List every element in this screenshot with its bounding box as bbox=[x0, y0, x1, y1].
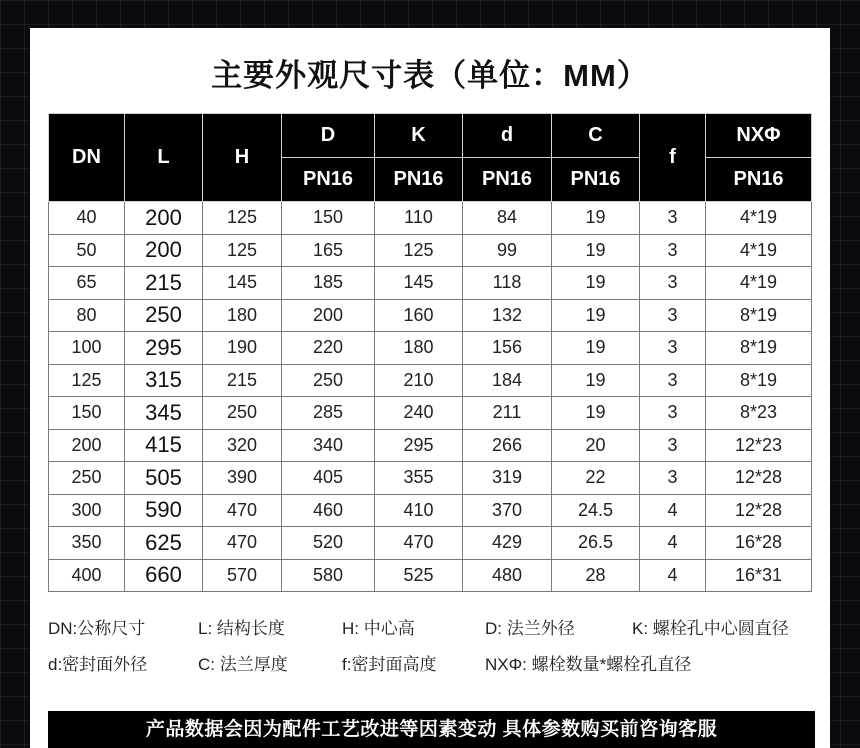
cell-nx: 4*19 bbox=[706, 202, 812, 235]
table-row bbox=[49, 267, 812, 300]
cell-d-lower: 429 bbox=[463, 527, 552, 560]
cell-d-lower: 211 bbox=[463, 397, 552, 430]
cell-f: 4 bbox=[640, 559, 706, 592]
cell-l: 590 bbox=[125, 494, 203, 527]
table-row bbox=[49, 527, 812, 560]
cell-l: 345 bbox=[125, 397, 203, 430]
cell-d-upper: 520 bbox=[282, 527, 375, 560]
cell-dn: 300 bbox=[49, 494, 125, 527]
cell-nx: 16*28 bbox=[706, 527, 812, 560]
cell-nx: 16*31 bbox=[706, 559, 812, 592]
cell-l: 250 bbox=[125, 299, 203, 332]
legend-f: f:密封面高度 bbox=[342, 655, 437, 674]
cell-f: 3 bbox=[640, 429, 706, 462]
header-pn16-d: PN16 bbox=[282, 158, 375, 202]
cell-f: 3 bbox=[640, 364, 706, 397]
legend-k: K: 螺栓孔中心圆直径 bbox=[632, 619, 789, 638]
cell-c: 19 bbox=[552, 332, 640, 365]
cell-k: 210 bbox=[375, 364, 463, 397]
cell-c: 24.5 bbox=[552, 494, 640, 527]
legend-dn: DN:公称尺寸 bbox=[48, 619, 146, 638]
table-row bbox=[49, 332, 812, 365]
header-f: f bbox=[640, 114, 706, 202]
cell-c: 19 bbox=[552, 299, 640, 332]
cell-d-upper: 340 bbox=[282, 429, 375, 462]
cell-d-upper: 200 bbox=[282, 299, 375, 332]
cell-dn: 125 bbox=[49, 364, 125, 397]
header-pn16-k: PN16 bbox=[375, 158, 463, 202]
cell-d-lower: 118 bbox=[463, 267, 552, 300]
table-row bbox=[49, 429, 812, 462]
cell-h: 320 bbox=[203, 429, 282, 462]
legend-c: C: 法兰厚度 bbox=[198, 655, 288, 674]
cell-h: 250 bbox=[203, 397, 282, 430]
cell-d-upper: 185 bbox=[282, 267, 375, 300]
table-row bbox=[49, 397, 812, 430]
header-l: L bbox=[125, 114, 203, 202]
cell-d-upper: 580 bbox=[282, 559, 375, 592]
cell-f: 3 bbox=[640, 202, 706, 235]
table-row bbox=[49, 364, 812, 397]
cell-h: 570 bbox=[203, 559, 282, 592]
header-pn16-nx: PN16 bbox=[706, 158, 812, 202]
header-d-lower: d bbox=[463, 114, 552, 158]
cell-l: 215 bbox=[125, 267, 203, 300]
cell-c: 28 bbox=[552, 559, 640, 592]
cell-k: 295 bbox=[375, 429, 463, 462]
cell-l: 200 bbox=[125, 202, 203, 235]
header-pn16-d-lower: PN16 bbox=[463, 158, 552, 202]
table-row bbox=[49, 494, 812, 527]
legend-d-upper: D: 法兰外径 bbox=[485, 619, 575, 638]
cell-f: 4 bbox=[640, 527, 706, 560]
cell-nx: 4*19 bbox=[706, 234, 812, 267]
cell-nx: 8*19 bbox=[706, 299, 812, 332]
cell-d-upper: 285 bbox=[282, 397, 375, 430]
cell-d-lower: 156 bbox=[463, 332, 552, 365]
cell-c: 19 bbox=[552, 202, 640, 235]
cell-f: 3 bbox=[640, 234, 706, 267]
cell-l: 295 bbox=[125, 332, 203, 365]
cell-c: 22 bbox=[552, 462, 640, 495]
legend-l: L: 结构长度 bbox=[198, 619, 285, 638]
page-title: 主要外观尺寸表（单位：MM） bbox=[211, 58, 649, 93]
cell-h: 190 bbox=[203, 332, 282, 365]
cell-h: 125 bbox=[203, 202, 282, 235]
cell-h: 390 bbox=[203, 462, 282, 495]
cell-dn: 80 bbox=[49, 299, 125, 332]
header-d-upper: D bbox=[282, 114, 375, 158]
cell-k: 355 bbox=[375, 462, 463, 495]
cell-dn: 350 bbox=[49, 527, 125, 560]
cell-c: 26.5 bbox=[552, 527, 640, 560]
cell-l: 315 bbox=[125, 364, 203, 397]
cell-d-lower: 99 bbox=[463, 234, 552, 267]
cell-f: 3 bbox=[640, 299, 706, 332]
cell-d-lower: 480 bbox=[463, 559, 552, 592]
footer-notice: 产品数据会因为配件工艺改进等因素变动 具体参数购买前咨询客服 bbox=[48, 711, 815, 748]
cell-h: 470 bbox=[203, 527, 282, 560]
cell-k: 125 bbox=[375, 234, 463, 267]
cell-f: 3 bbox=[640, 397, 706, 430]
header-pn16-c: PN16 bbox=[552, 158, 640, 202]
cell-k: 180 bbox=[375, 332, 463, 365]
header-c: C bbox=[552, 114, 640, 158]
header-h: H bbox=[203, 114, 282, 202]
cell-c: 19 bbox=[552, 234, 640, 267]
cell-k: 410 bbox=[375, 494, 463, 527]
cell-nx: 12*23 bbox=[706, 429, 812, 462]
cell-nx: 8*19 bbox=[706, 332, 812, 365]
legend bbox=[48, 614, 828, 686]
cell-l: 505 bbox=[125, 462, 203, 495]
header-dn: DN bbox=[49, 114, 125, 202]
cell-dn: 150 bbox=[49, 397, 125, 430]
cell-dn: 200 bbox=[49, 429, 125, 462]
cell-d-upper: 220 bbox=[282, 332, 375, 365]
cell-d-upper: 165 bbox=[282, 234, 375, 267]
cell-nx: 4*19 bbox=[706, 267, 812, 300]
legend-h: H: 中心高 bbox=[342, 619, 415, 638]
cell-h: 180 bbox=[203, 299, 282, 332]
cell-dn: 250 bbox=[49, 462, 125, 495]
legend-nx: NXΦ: 螺栓数量*螺栓孔直径 bbox=[485, 655, 692, 674]
cell-c: 19 bbox=[552, 364, 640, 397]
cell-nx: 12*28 bbox=[706, 462, 812, 495]
cell-h: 125 bbox=[203, 234, 282, 267]
cell-f: 3 bbox=[640, 332, 706, 365]
cell-l: 415 bbox=[125, 429, 203, 462]
legend-row-2 bbox=[48, 650, 828, 686]
cell-k: 525 bbox=[375, 559, 463, 592]
cell-f: 3 bbox=[640, 267, 706, 300]
cell-dn: 400 bbox=[49, 559, 125, 592]
header-nx: NXΦ bbox=[706, 114, 812, 158]
cell-h: 470 bbox=[203, 494, 282, 527]
cell-dn: 65 bbox=[49, 267, 125, 300]
cell-dn: 50 bbox=[49, 234, 125, 267]
legend-row-1 bbox=[48, 614, 828, 650]
cell-c: 20 bbox=[552, 429, 640, 462]
cell-l: 200 bbox=[125, 234, 203, 267]
cell-nx: 12*28 bbox=[706, 494, 812, 527]
legend-d-lower: d:密封面外径 bbox=[48, 655, 148, 674]
cell-dn: 40 bbox=[49, 202, 125, 235]
table-row bbox=[49, 559, 812, 592]
cell-f: 3 bbox=[640, 462, 706, 495]
cell-k: 145 bbox=[375, 267, 463, 300]
cell-dn: 100 bbox=[49, 332, 125, 365]
dimension-table bbox=[48, 113, 812, 592]
table-row bbox=[49, 299, 812, 332]
cell-c: 19 bbox=[552, 397, 640, 430]
cell-k: 240 bbox=[375, 397, 463, 430]
cell-d-upper: 460 bbox=[282, 494, 375, 527]
table-row bbox=[49, 234, 812, 267]
header-k: K bbox=[375, 114, 463, 158]
cell-l: 625 bbox=[125, 527, 203, 560]
cell-k: 470 bbox=[375, 527, 463, 560]
cell-d-upper: 405 bbox=[282, 462, 375, 495]
cell-k: 110 bbox=[375, 202, 463, 235]
cell-c: 19 bbox=[552, 267, 640, 300]
cell-h: 145 bbox=[203, 267, 282, 300]
cell-d-lower: 266 bbox=[463, 429, 552, 462]
table-row bbox=[49, 202, 812, 235]
cell-d-lower: 132 bbox=[463, 299, 552, 332]
cell-nx: 8*23 bbox=[706, 397, 812, 430]
table-row bbox=[49, 462, 812, 495]
cell-d-lower: 370 bbox=[463, 494, 552, 527]
cell-d-lower: 319 bbox=[463, 462, 552, 495]
cell-d-upper: 150 bbox=[282, 202, 375, 235]
cell-f: 4 bbox=[640, 494, 706, 527]
cell-h: 215 bbox=[203, 364, 282, 397]
cell-k: 160 bbox=[375, 299, 463, 332]
cell-d-upper: 250 bbox=[282, 364, 375, 397]
cell-nx: 8*19 bbox=[706, 364, 812, 397]
cell-d-lower: 184 bbox=[463, 364, 552, 397]
cell-l: 660 bbox=[125, 559, 203, 592]
cell-d-lower: 84 bbox=[463, 202, 552, 235]
